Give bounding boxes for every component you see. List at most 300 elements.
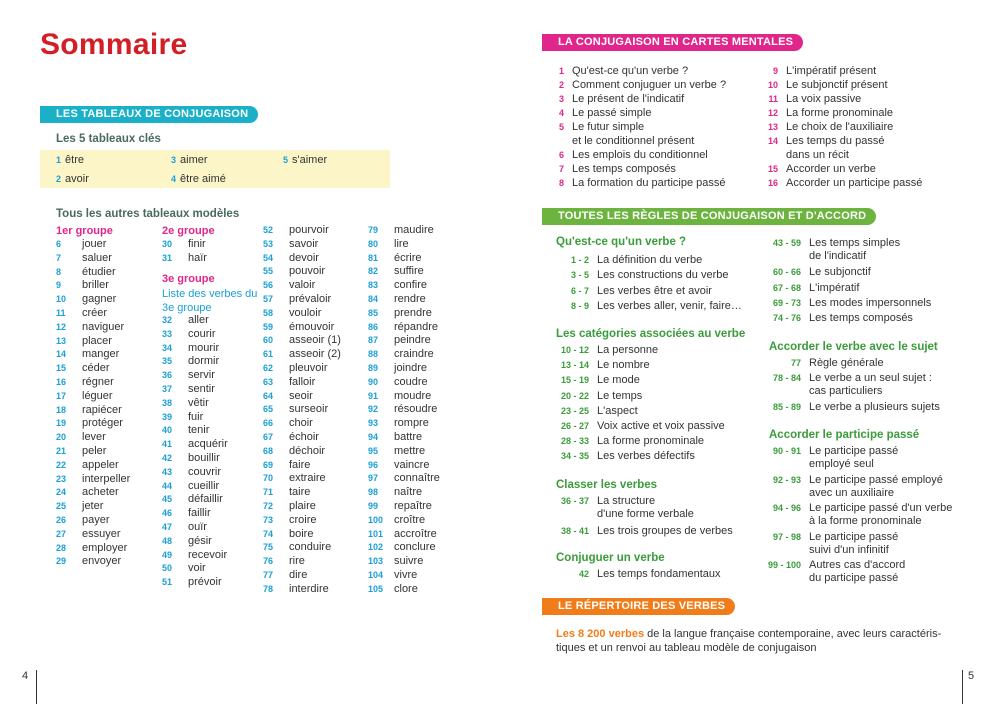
verb-table-item — [263, 265, 341, 279]
verb-table-item — [162, 238, 207, 252]
rule-numbers: 36 - 37 — [560, 496, 589, 506]
verb-number: 19 — [56, 418, 67, 429]
rule-item — [545, 420, 725, 433]
verb-number: 98 — [368, 487, 379, 498]
verb-table-item — [56, 362, 130, 376]
heading-categories: Les catégories associées au verbe — [556, 328, 746, 340]
verb-table-item — [162, 252, 207, 266]
verb-name: mourir — [188, 341, 220, 354]
carte-number: 1 — [558, 66, 564, 76]
verb-table-item — [56, 555, 130, 569]
rule-item — [545, 344, 658, 357]
g2-list — [162, 238, 207, 266]
rule-item — [757, 266, 871, 279]
rule-item — [545, 254, 702, 267]
verb-number: 49 — [162, 549, 173, 560]
verb-table-item — [162, 535, 228, 549]
verb-number: 104 — [368, 569, 384, 580]
rule-numbers: 20 - 22 — [560, 390, 589, 401]
verb-table-item — [368, 445, 440, 459]
verb-number: 30 — [162, 239, 173, 249]
verb-name: acheter — [82, 486, 119, 499]
rule-label: Le participe passé employé seul — [809, 445, 899, 470]
verb-name: falloir — [289, 375, 316, 388]
verb-name: répandre — [394, 320, 439, 333]
verb-number: 38 — [162, 397, 173, 408]
rule-numbers: 78 - 84 — [772, 373, 801, 383]
verb-number: 101 — [368, 528, 384, 539]
rule-label: Les temps composés — [809, 312, 913, 325]
verb-table-item — [368, 334, 440, 348]
verb-name: valoir — [289, 279, 316, 292]
section-label-repertoire: LE RÉPERTOIRE DES VERBES — [542, 598, 735, 615]
carte-number: 5 — [558, 122, 564, 132]
verb-name: courir — [188, 327, 216, 340]
verb-table-item — [56, 542, 130, 556]
verb-number: 95 — [368, 445, 379, 456]
repertoire-count: Les 8 200 verbes — [556, 628, 645, 640]
carte-item — [546, 64, 726, 78]
verb-table-item — [162, 466, 228, 480]
verb-number: 11 — [56, 307, 66, 318]
verb-name: léguer — [82, 389, 113, 402]
rule-numbers: 74 - 76 — [772, 313, 801, 324]
verb-table-item — [263, 348, 341, 362]
cles-item — [171, 154, 208, 167]
g3a-list — [162, 314, 228, 590]
verb-table-item — [162, 507, 228, 521]
rule-numbers: 23 - 25 — [560, 405, 589, 416]
rule-label: Le verbe a plusieurs sujets — [809, 401, 940, 413]
verb-name: rendre — [394, 292, 426, 305]
cles-item — [56, 173, 89, 186]
rule-label: La personne — [597, 344, 659, 356]
rule-numbers: 99 - 100 — [767, 560, 801, 571]
verb-name: conclure — [394, 541, 436, 554]
verb-number: 74 — [263, 528, 274, 539]
verb-table-item — [162, 383, 228, 397]
g3-subtitle: Liste des verbes du 3e groupe — [162, 288, 258, 314]
verb-number: 65 — [263, 404, 274, 415]
verb-name: gésir — [188, 534, 212, 547]
verb-number: 64 — [263, 390, 274, 401]
verb-number: 75 — [263, 542, 274, 553]
verb-name: émouvoir — [289, 320, 335, 333]
verb-name: payer — [82, 513, 110, 526]
rule-numbers: 94 - 96 — [772, 503, 801, 514]
carte-item — [760, 78, 922, 92]
rule-label: La structure d'une forme verbale — [597, 495, 694, 520]
rule-label: Les trois groupes de verbes — [597, 524, 733, 537]
carte-item — [760, 162, 922, 176]
verb-name: finir — [188, 238, 206, 250]
carte-item — [546, 106, 726, 120]
verb-number: 55 — [263, 266, 274, 277]
carte-label: Les temps composés — [572, 163, 676, 175]
verb-number: 51 — [162, 577, 173, 588]
verb-name: employer — [82, 541, 128, 554]
carte-label: Comment conjuguer un verbe ? — [572, 79, 727, 91]
verb-name: repaître — [394, 499, 432, 512]
verb-number: 50 — [162, 563, 173, 574]
verb-table-item — [263, 459, 341, 473]
verb-table-item — [56, 321, 130, 335]
verb-name: vaincre — [394, 458, 430, 471]
rule-item — [757, 502, 952, 528]
verb-table-item — [368, 472, 440, 486]
verb-name: accroître — [394, 527, 437, 540]
verb-number: 59 — [263, 321, 274, 332]
verb-name: sentir — [188, 382, 215, 395]
verb-number: 89 — [368, 362, 379, 373]
verb-table-item — [368, 555, 440, 569]
verb-name: rapiécer — [82, 403, 122, 416]
verb-name: tenir — [188, 424, 210, 437]
rule-label: L'impératif — [809, 281, 860, 294]
verb-name: vouloir — [289, 306, 322, 319]
rule-label: Les verbes défectifs — [597, 450, 695, 463]
verb-name: faillir — [188, 507, 211, 520]
verb-table-item — [368, 252, 440, 266]
verb-number: 36 — [162, 370, 173, 381]
verb-name: vivre — [394, 568, 418, 581]
verb-number: 97 — [368, 473, 379, 484]
carte-label: La forme pronominale — [786, 107, 894, 119]
verb-number: 31 — [162, 252, 173, 263]
rule-item — [545, 568, 721, 581]
page-divider-left — [36, 670, 37, 704]
rule-numbers: 8 - 9 — [570, 300, 589, 311]
rule-item — [545, 390, 642, 403]
verb-number: 105 — [368, 583, 384, 594]
rule-numbers: 6 - 7 — [570, 285, 589, 296]
verb-name: choir — [289, 417, 313, 430]
page-divider-right — [962, 670, 963, 704]
carte-item — [546, 148, 726, 162]
rule-item — [545, 495, 694, 521]
verb-table-item — [368, 403, 440, 417]
rule-numbers: 1 - 2 — [570, 255, 589, 265]
heading-conjuguer: Conjuguer un verbe — [556, 552, 665, 564]
verb-number: 37 — [162, 383, 173, 394]
verb-table-item — [162, 314, 228, 328]
verb-name: jeter — [82, 500, 104, 513]
carte-label: La formation du participe passé — [572, 177, 726, 189]
cles-number: 1 — [56, 155, 62, 165]
heading-accord-verbe: Accorder le verbe avec le sujet — [769, 341, 938, 353]
verb-name: seoir — [289, 389, 313, 402]
verb-table-item — [368, 514, 440, 528]
verb-table-item — [368, 390, 440, 404]
verb-name: servir — [188, 369, 215, 382]
verb-name: prendre — [394, 306, 432, 319]
rule-label: Le temps — [597, 389, 643, 402]
verb-table-item — [56, 445, 130, 459]
cles-item — [283, 154, 327, 167]
verb-name: faire — [289, 458, 311, 471]
verb-number: 86 — [368, 321, 379, 332]
verb-name: taire — [289, 486, 311, 499]
verb-number: 52 — [263, 225, 274, 235]
verb-number: 45 — [162, 494, 173, 505]
verb-table-item — [263, 486, 341, 500]
rule-label: Les verbes aller, venir, faire… — [597, 299, 742, 312]
verb-name: suivre — [394, 555, 424, 568]
verb-number: 18 — [56, 404, 67, 415]
verb-table-item — [263, 555, 341, 569]
verb-name: moudre — [394, 389, 432, 402]
verb-name: suffire — [394, 265, 424, 278]
rule-label: Le participe passé employé avec un auxiliaire — [809, 473, 943, 499]
verb-table-item — [263, 445, 341, 459]
verb-number: 60 — [263, 335, 274, 346]
carte-number: 13 — [767, 122, 778, 132]
rule-label: Le participe passé d'un verbe à la forme pronominale — [809, 502, 953, 528]
verb-number: 99 — [368, 500, 379, 511]
verb-table-item — [263, 252, 341, 266]
rule-numbers: 60 - 66 — [772, 267, 801, 278]
verb-number: 39 — [162, 411, 173, 422]
verb-number: 14 — [56, 349, 67, 360]
verb-table-item — [56, 252, 130, 266]
verb-name: haïr — [188, 251, 207, 264]
rule-item — [545, 285, 712, 298]
carte-item — [546, 176, 726, 190]
rule-numbers: 38 - 41 — [560, 525, 589, 536]
verb-table-item — [368, 321, 440, 335]
carte-number: 14 — [767, 136, 778, 146]
carte-number: 12 — [767, 108, 778, 118]
cles-verb: aimer — [180, 154, 208, 166]
verb-table-item — [263, 403, 341, 417]
verb-name: céder — [82, 362, 110, 375]
rule-label: La définition du verbe — [597, 254, 703, 266]
cartes-list-b — [760, 64, 922, 190]
verb-number: 9 — [56, 280, 62, 291]
rule-label: Le verbe a un seul sujet : cas particuliers — [809, 372, 932, 397]
verb-name: craindre — [394, 348, 434, 361]
verb-name: interdire — [289, 582, 329, 595]
rule-item — [757, 312, 913, 325]
g3c-list — [368, 224, 440, 597]
verb-table-item — [368, 459, 440, 473]
verb-table-item — [368, 224, 440, 238]
verb-table-item — [368, 500, 440, 514]
cles-verb: s'aimer — [292, 154, 328, 166]
verb-name: voir — [188, 562, 206, 575]
verb-table-item — [56, 238, 130, 252]
verb-number: 53 — [263, 238, 274, 249]
verb-name: résoudre — [394, 403, 438, 416]
verb-table-item — [368, 431, 440, 445]
rule-label: Les verbes être et avoir — [597, 284, 712, 297]
verb-table-item — [162, 438, 228, 452]
verb-name: acquérir — [188, 438, 228, 451]
verb-number: 28 — [56, 542, 67, 553]
rule-label: Les temps fondamentaux — [597, 568, 721, 580]
rule-item — [757, 474, 943, 500]
verb-table-item — [56, 279, 130, 293]
g3b-list — [263, 224, 341, 597]
verb-table-item — [56, 404, 130, 418]
rule-item — [545, 525, 733, 538]
verb-table-item — [56, 307, 130, 321]
rule-label: Voix active et voix passive — [597, 420, 725, 432]
carte-number: 4 — [558, 108, 564, 118]
cles-verb: avoir — [65, 173, 89, 185]
rule-item — [757, 282, 859, 295]
rule-item — [757, 559, 905, 585]
rule-label: Les modes impersonnels — [809, 296, 932, 309]
carte-item — [760, 92, 922, 106]
verb-table-item — [368, 417, 440, 431]
verb-name: savoir — [289, 237, 319, 250]
verb-name: aller — [188, 314, 209, 326]
verb-number: 41 — [162, 439, 173, 450]
verb-table-item — [368, 307, 440, 321]
rule-item — [757, 372, 932, 398]
verb-table-item — [263, 500, 341, 514]
verb-number: 33 — [162, 328, 173, 339]
verb-name: pourvoir — [289, 224, 329, 236]
rule-label: Autres cas d'accord du participe passé — [809, 559, 906, 585]
verb-name: envoyer — [82, 555, 122, 568]
carte-number: 16 — [767, 178, 778, 188]
carte-item — [760, 134, 922, 148]
verb-name: maudire — [394, 224, 434, 236]
verb-table-item — [56, 266, 130, 280]
verb-name: rire — [289, 555, 305, 568]
verb-number: 26 — [56, 514, 67, 525]
carte-label: Les emplois du conditionnel — [572, 149, 708, 161]
verb-table-item — [368, 265, 440, 279]
verb-table-item — [368, 348, 440, 362]
verb-name: couvrir — [188, 465, 222, 478]
rule-numbers: 26 - 27 — [560, 421, 589, 431]
verb-table-item — [263, 417, 341, 431]
carte-item — [546, 134, 726, 148]
carte-label: Accorder un verbe — [786, 163, 876, 175]
rule-numbers: 77 — [790, 358, 801, 368]
verb-number: 73 — [263, 514, 274, 525]
verb-name: joindre — [394, 361, 428, 374]
verb-table-item — [56, 417, 130, 431]
cles-verb: être — [65, 154, 84, 166]
verb-number: 23 — [56, 473, 67, 484]
verb-number: 87 — [368, 335, 379, 346]
carte-label: dans un récit — [786, 149, 849, 161]
verb-table-item — [162, 369, 228, 383]
carte-label: Accorder un participe passé — [786, 177, 923, 189]
verb-number: 67 — [263, 431, 274, 442]
verb-number: 62 — [263, 362, 274, 373]
verb-table-item — [368, 293, 440, 307]
verb-name: fuir — [188, 410, 204, 423]
verb-number: 12 — [56, 321, 67, 332]
carte-item — [760, 106, 922, 120]
autres-title: Tous les autres tableaux modèles — [56, 208, 240, 220]
cles-verb: être aimé — [180, 173, 226, 185]
rule-label: Le participe passé suivi d'un infinitif — [809, 530, 899, 556]
verb-name: bouillir — [188, 451, 220, 464]
verb-number: 40 — [162, 425, 173, 436]
verb-number: 88 — [368, 349, 379, 360]
verb-name: naître — [394, 486, 423, 499]
verb-table-item — [368, 486, 440, 500]
rule-item — [545, 435, 704, 448]
rule-item — [757, 401, 940, 414]
carte-item — [546, 162, 726, 176]
verb-table-item — [162, 355, 228, 369]
g1-list — [56, 238, 130, 569]
rule-item — [757, 297, 931, 310]
verb-name: appeler — [82, 458, 119, 471]
verb-name: pleuvoir — [289, 361, 328, 374]
verb-number: 78 — [263, 583, 274, 594]
verb-number: 42 — [162, 452, 173, 463]
verb-table-item — [56, 486, 130, 500]
rule-numbers: 92 - 93 — [772, 474, 801, 485]
verb-table-item — [162, 493, 228, 507]
verb-number: 27 — [56, 528, 67, 539]
cles-item — [56, 154, 84, 167]
g2-title: 2e groupe — [162, 225, 215, 237]
carte-item — [760, 148, 922, 162]
verb-table-item — [263, 376, 341, 390]
carte-label: La voix passive — [786, 93, 862, 105]
cles-number: 2 — [56, 174, 62, 184]
rule-numbers: 13 - 14 — [560, 360, 589, 371]
verb-name: prévaloir — [289, 292, 332, 305]
verb-table-item — [368, 541, 440, 555]
verb-name: jouer — [82, 238, 107, 250]
verb-table-item — [263, 224, 341, 238]
repertoire-text: Les 8 200 verbes de la langue française contemporaine, avec leurs caractéris- tiques et un renvoi au tableau modèle de conjugaison — [556, 628, 942, 654]
verb-number: 34 — [162, 342, 173, 353]
rule-numbers: 85 - 89 — [772, 402, 801, 412]
rule-numbers: 15 - 19 — [560, 375, 589, 386]
verb-number: 61 — [263, 349, 274, 360]
verb-number: 84 — [368, 293, 379, 304]
rule-item — [757, 357, 884, 370]
verb-number: 46 — [162, 508, 173, 519]
carte-label: Qu'est-ce qu'un verbe ? — [572, 65, 689, 77]
verb-table-item — [162, 328, 228, 342]
verb-table-item — [263, 279, 341, 293]
verb-number: 77 — [263, 569, 274, 580]
cles-number: 3 — [171, 155, 177, 165]
verb-name: asseoir (1) — [289, 334, 341, 347]
carte-number: 10 — [767, 80, 778, 90]
verb-table-item — [56, 528, 130, 542]
verb-name: extraire — [289, 472, 326, 485]
rule-item — [545, 374, 640, 387]
verb-table-item — [263, 307, 341, 321]
verb-name: gagner — [82, 293, 117, 306]
verb-number: 100 — [368, 514, 384, 525]
verb-number: 58 — [263, 307, 274, 318]
section-label-tableaux: LES TABLEAUX DE CONJUGAISON — [40, 106, 258, 123]
verb-table-item — [56, 348, 130, 362]
verb-table-item — [263, 583, 341, 597]
carte-number: 8 — [558, 178, 564, 188]
verb-number: 103 — [368, 556, 384, 567]
verb-name: dire — [289, 568, 308, 581]
verb-table-item — [263, 334, 341, 348]
heading-classer: Classer les verbes — [556, 479, 658, 491]
verb-name: battre — [394, 430, 423, 443]
verb-table-item — [263, 514, 341, 528]
